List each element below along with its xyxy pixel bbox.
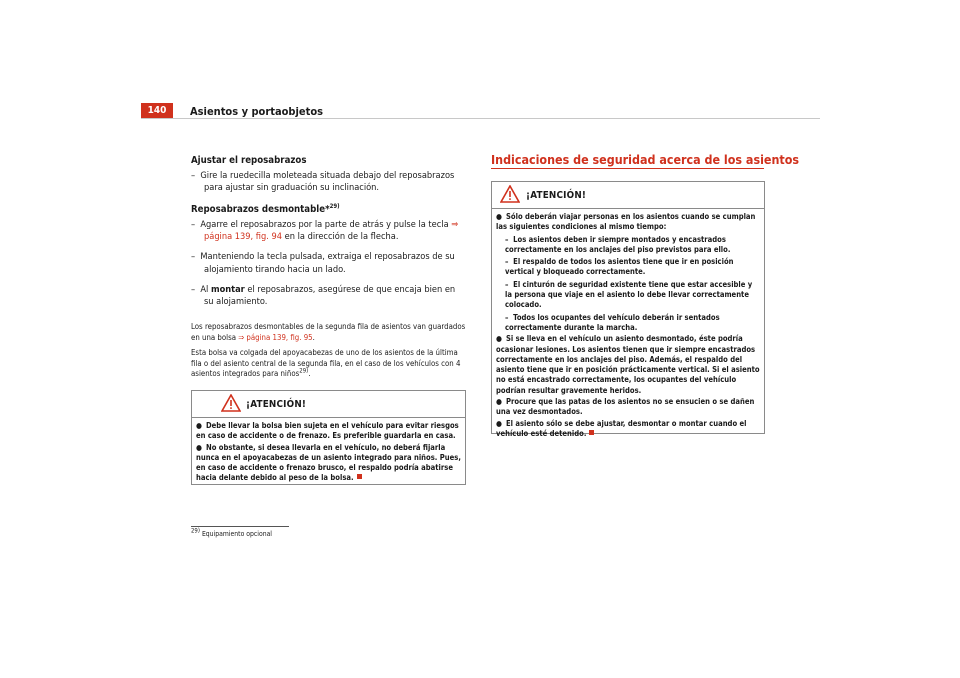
ajustar-step-1: – Gire la ruedecilla moleteada situada debajo del reposabrazos para ajustar sin graduación su inclinación. [191, 170, 455, 194]
note-bag-position: Esta bolsa va colgada del apoyacabezas de uno de los asientos de la última fila o del asiento central de la segunda fila, en el caso de los vehículos con 4 asientos integrados para niños$^{29)}$. [191, 348, 461, 379]
ajustar-step [191, 170, 466, 194]
desmontable-step-1: – Agarre el reposabrazos por la parte de atrás y pulse la tecla ⇒ página 139, fig. 94 en la dirección de la flecha. [191, 219, 459, 243]
warning-triangle-icon [221, 394, 241, 412]
end-marker-icon [357, 474, 362, 479]
warning-subitem: – El respaldo de todos los asientos tiene que ir en posición vertical y bloqueado correctamente. [505, 257, 734, 277]
section-title: Indicaciones de seguridad acerca de los asientos [491, 152, 800, 167]
section-divider [491, 168, 764, 169]
page-link-fig95[interactable]: ⇒ página 139, fig. 95 [238, 332, 313, 342]
warning-header [192, 391, 465, 418]
desmontable-step-2: – Manteniendo la tecla pulsada, extraiga el reposabrazos de su alojamiento tirando hacia un lado. [191, 251, 455, 275]
desmontable-step-3: – Al montar el reposabrazos, asegúrese de que encaja bien en su alojamiento. [191, 283, 456, 308]
desmontable-steps [191, 219, 466, 308]
warning-subitem: – El cinturón de seguridad existente tiene que estar accesible y la persona que viaje en el asiento lo debe llevar correctamente colocado. [505, 279, 753, 310]
warning-title: ¡ATENCIÓN! [246, 399, 307, 410]
warning-title: ¡ATENCIÓN! [526, 190, 587, 201]
page-link-fig94[interactable]: ⇒ página 139, fig. 94 [204, 219, 459, 243]
warning-body [492, 209, 764, 439]
footnote: $^{29)}$ Equipamiento opcional [191, 527, 273, 538]
warning-box-right [491, 181, 765, 438]
desmontable-heading: Reposabrazos desmontable*$^{29)}$ [191, 202, 340, 215]
warning-header [492, 182, 764, 209]
page-number: 140 [141, 103, 173, 118]
page-header-title: Asientos y portaobjetos [190, 105, 324, 118]
warning-subitem: – Todos los ocupantes del vehículo deberán ir sentados correctamente durante la marcha. [505, 312, 720, 332]
warning-item: ● Debe llevar la bolsa bien sujeta en el vehículo para evitar riesgos en caso de accidente o de frenazo. Es preferible guardarla en casa. [196, 421, 459, 441]
warning-box-left [191, 390, 466, 485]
warning-item: ● El asiento sólo se debe ajustar, desmontar o montar cuando el vehículo esté detenido. [496, 418, 747, 438]
warning-triangle-icon [500, 185, 520, 203]
warning-body [192, 418, 465, 484]
warning-item: ● Procure que las patas de los asientos no se ensucien o se dañen una vez desmontados. [496, 397, 755, 417]
warning-subitem: – Los asientos deben ir siempre montados y encastrados correctamente en los anclajes del piso previstos para ello. [505, 234, 731, 254]
note-bag: Los reposabrazos desmontables de la segunda fila de asientos van guardados en una bolsa ⇒ página 139, fig. 95. [191, 322, 466, 342]
header-divider [141, 118, 820, 119]
warning-item: ● No obstante, si desea llevarla en el vehículo, no deberá fijarla nunca en el apoyacabezas de un asiento integrado para niños. Pues, en caso de accidente o frenazo brusco, el respaldo podría abatirse hacia delante debido al peso de la bolsa. [196, 442, 461, 483]
warning-item: ● Sólo deberán viajar personas en los asientos cuando se cumplan las siguientes condiciones al mismo tiempo: [496, 212, 756, 232]
ajustar-heading: Ajustar el reposabrazos [191, 155, 307, 166]
warning-item: ● Si se lleva en el vehículo un asiento desmontado, éste podría ocasionar lesiones. Los asientos tienen que ir siempre encastrados correctamente en los anclajes del piso. Además, el respaldo del asiento tiene que ir en posición prácticamente vertical. Si el asiento no está encastrado correctamente, los ocupantes del vehículo podrían resultar gravemente heridos. [496, 334, 760, 395]
footnote-ref: 29) [329, 202, 340, 210]
end-marker-icon [589, 430, 594, 435]
footnote-divider [191, 526, 289, 527]
